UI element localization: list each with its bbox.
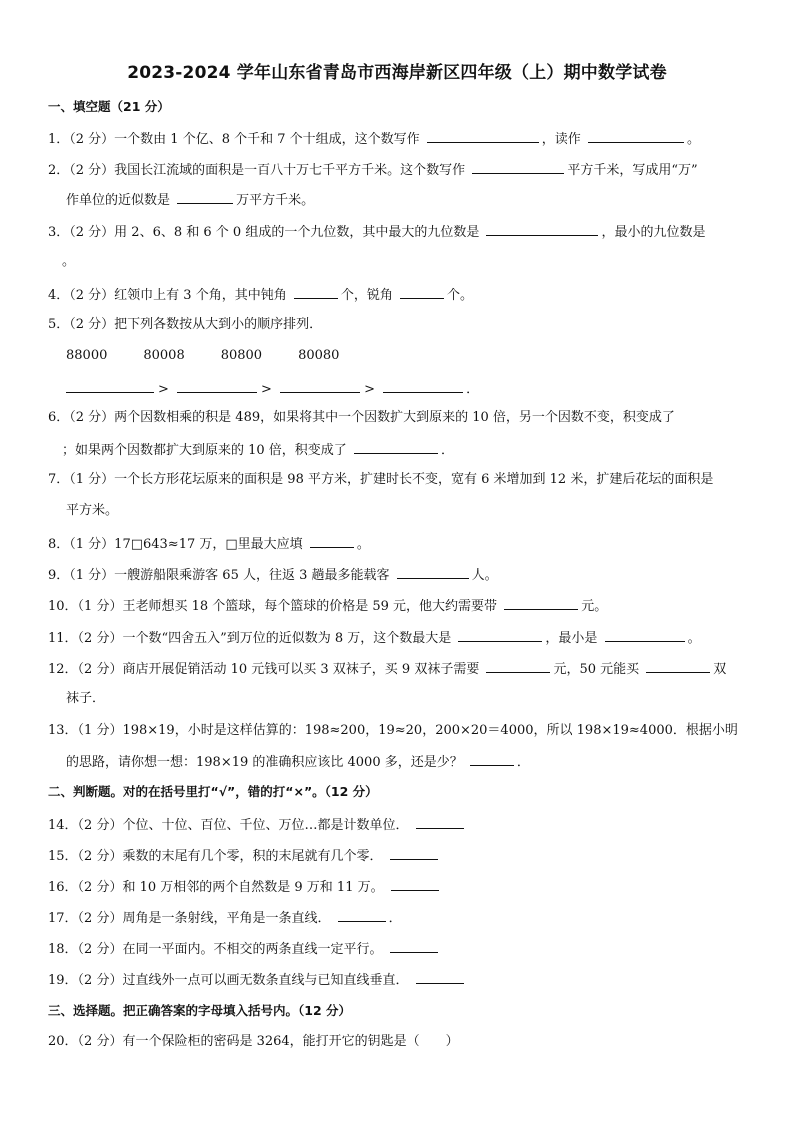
question-2-cont: 作单位的近似数是 万平方千米。 — [66, 190, 314, 210]
number: 88000 — [66, 348, 108, 363]
question-3: 3．（2 分）用 2、6、8 和 6 个 0 组成的一个九位数，其中最大的九位数是 ，最小的九位数是 — [48, 222, 705, 242]
answer-blank[interactable] — [588, 129, 684, 143]
exam-title: 2023-2024 学年山东省青岛市西海岸新区四年级（上）期中数学试卷 — [127, 63, 667, 83]
answer-blank[interactable] — [400, 285, 444, 299]
question-12: 12．（2 分）商店开展促销活动 10 元钱可以买 3 双袜子，买 9 双袜子需要 元，50 元能买 双 — [48, 659, 726, 679]
question-1: 1．（2 分）一个数由 1 个亿、8 个千和 7 个十组成，这个数写作 ，读作 。 — [48, 129, 700, 149]
question-4: 4．（2 分）红领巾上有 3 个角，其中钝角 个，锐角 个。 — [48, 285, 473, 305]
question-20: 20．（2 分）有一个保险柜的密码是 3264，能打开它的钥匙是（ ） — [48, 1034, 459, 1049]
section-choice: 三、选择题。把正确答案的字母填入括号内。（12 分） — [48, 1003, 351, 1018]
answer-blank[interactable] — [416, 815, 464, 829]
question-13-cont: 的思路，请你想一想：198×19 的准确积应该比 4000 多，还是少？ ． — [66, 752, 530, 772]
section-judgment: 二、判断题。对的在括号里打“√”，错的打“×”。（12 分） — [48, 784, 378, 799]
question-7: 7．（1 分）一个长方形花坛原来的面积是 98 平方米，扩建时长不变，宽有 6 米增加到 12 米，扩建后花坛的面积是 — [48, 472, 714, 487]
answer-blank[interactable] — [280, 379, 360, 393]
question-6-cont: ；如果两个因数都扩大到原来的 10 倍，积变成了 ． — [62, 440, 454, 460]
question-12-cont: 袜子． — [66, 691, 106, 706]
question-13: 13．（1 分）198×19，小时是这样估算的：198≈200，19≈20，200×20＝4000，所以 198×19≈4000．根据小明 — [48, 723, 738, 738]
question-14: 14．（2 分）个位、十位、百位、千位、万位…都是计数单位． — [48, 815, 467, 835]
answer-blank[interactable] — [605, 628, 685, 642]
question-7-cont: 平方米。 — [66, 503, 119, 518]
answer-blank[interactable] — [390, 846, 438, 860]
question-5-numbers — [66, 347, 375, 365]
question-10: 10．（1 分）王老师想买 18 个篮球，每个篮球的价格是 59 元，他大约需要带 元。 — [48, 596, 607, 616]
answer-blank[interactable] — [177, 190, 233, 204]
number: 80800 — [220, 348, 263, 363]
question-18: 18．（2 分）在同一平面内。不相交的两条直线一定平行。 — [48, 939, 441, 959]
number: 80008 — [143, 348, 185, 363]
answer-blank[interactable] — [294, 285, 338, 299]
answer-blank[interactable] — [391, 877, 439, 891]
answer-blank[interactable] — [66, 379, 154, 393]
answer-blank[interactable] — [458, 628, 542, 642]
answer-blank[interactable] — [427, 129, 539, 143]
answer-blank[interactable] — [416, 970, 464, 984]
question-5: 5．（2 分）把下列各数按从大到小的顺序排列． — [48, 317, 323, 332]
answer-blank[interactable] — [504, 596, 578, 610]
question-16: 16．（2 分）和 10 万相邻的两个自然数是 9 万和 11 万。 — [48, 877, 442, 897]
question-17: 17．（2 分）周角是一条射线，平角是一条直线． ． — [48, 908, 402, 928]
answer-blank[interactable] — [310, 534, 354, 548]
answer-blank[interactable] — [177, 379, 257, 393]
answer-blank[interactable] — [486, 222, 598, 236]
answer-blank[interactable] — [390, 939, 438, 953]
section-fill-in: 一、填空题（21 分） — [48, 99, 170, 114]
question-3-cont: 。 — [62, 254, 76, 269]
question-19: 19．（2 分）过直线外一点可以画无数条直线与已知直线垂直． — [48, 970, 467, 990]
question-9: 9．（1 分）一艘游船限乘游客 65 人，往返 3 趟最多能载客 人。 — [48, 565, 498, 585]
answer-blank[interactable] — [397, 565, 469, 579]
number: 80080 — [298, 348, 340, 363]
answer-blank[interactable] — [354, 440, 438, 454]
question-11: 11．（2 分）一个数“四舍五入”到万位的近似数为 8 万，这个数最大是 ，最小是 。 — [48, 628, 701, 648]
answer-blank[interactable] — [383, 379, 463, 393]
question-15: 15．（2 分）乘数的末尾有几个零，积的末尾就有几个零． — [48, 846, 441, 866]
answer-blank[interactable] — [338, 908, 386, 922]
question-8: 8．（1 分）17□643≈17 万，□里最大应填 。 — [48, 534, 370, 554]
question-2: 2．（2 分）我国长江流域的面积是一百八十万七千平方千米。这个数写作 平方千米，写成用“万” — [48, 160, 698, 180]
question-5-ordering: > > > ． — [66, 379, 479, 399]
answer-blank[interactable] — [646, 659, 710, 673]
answer-blank[interactable] — [470, 752, 514, 766]
answer-blank[interactable] — [486, 659, 550, 673]
answer-blank[interactable] — [472, 160, 564, 174]
question-6: 6．（2 分）两个因数相乘的积是 489，如果将其中一个因数扩大到原来的 10 倍，另一个因数不变，积变成了 — [48, 410, 675, 425]
